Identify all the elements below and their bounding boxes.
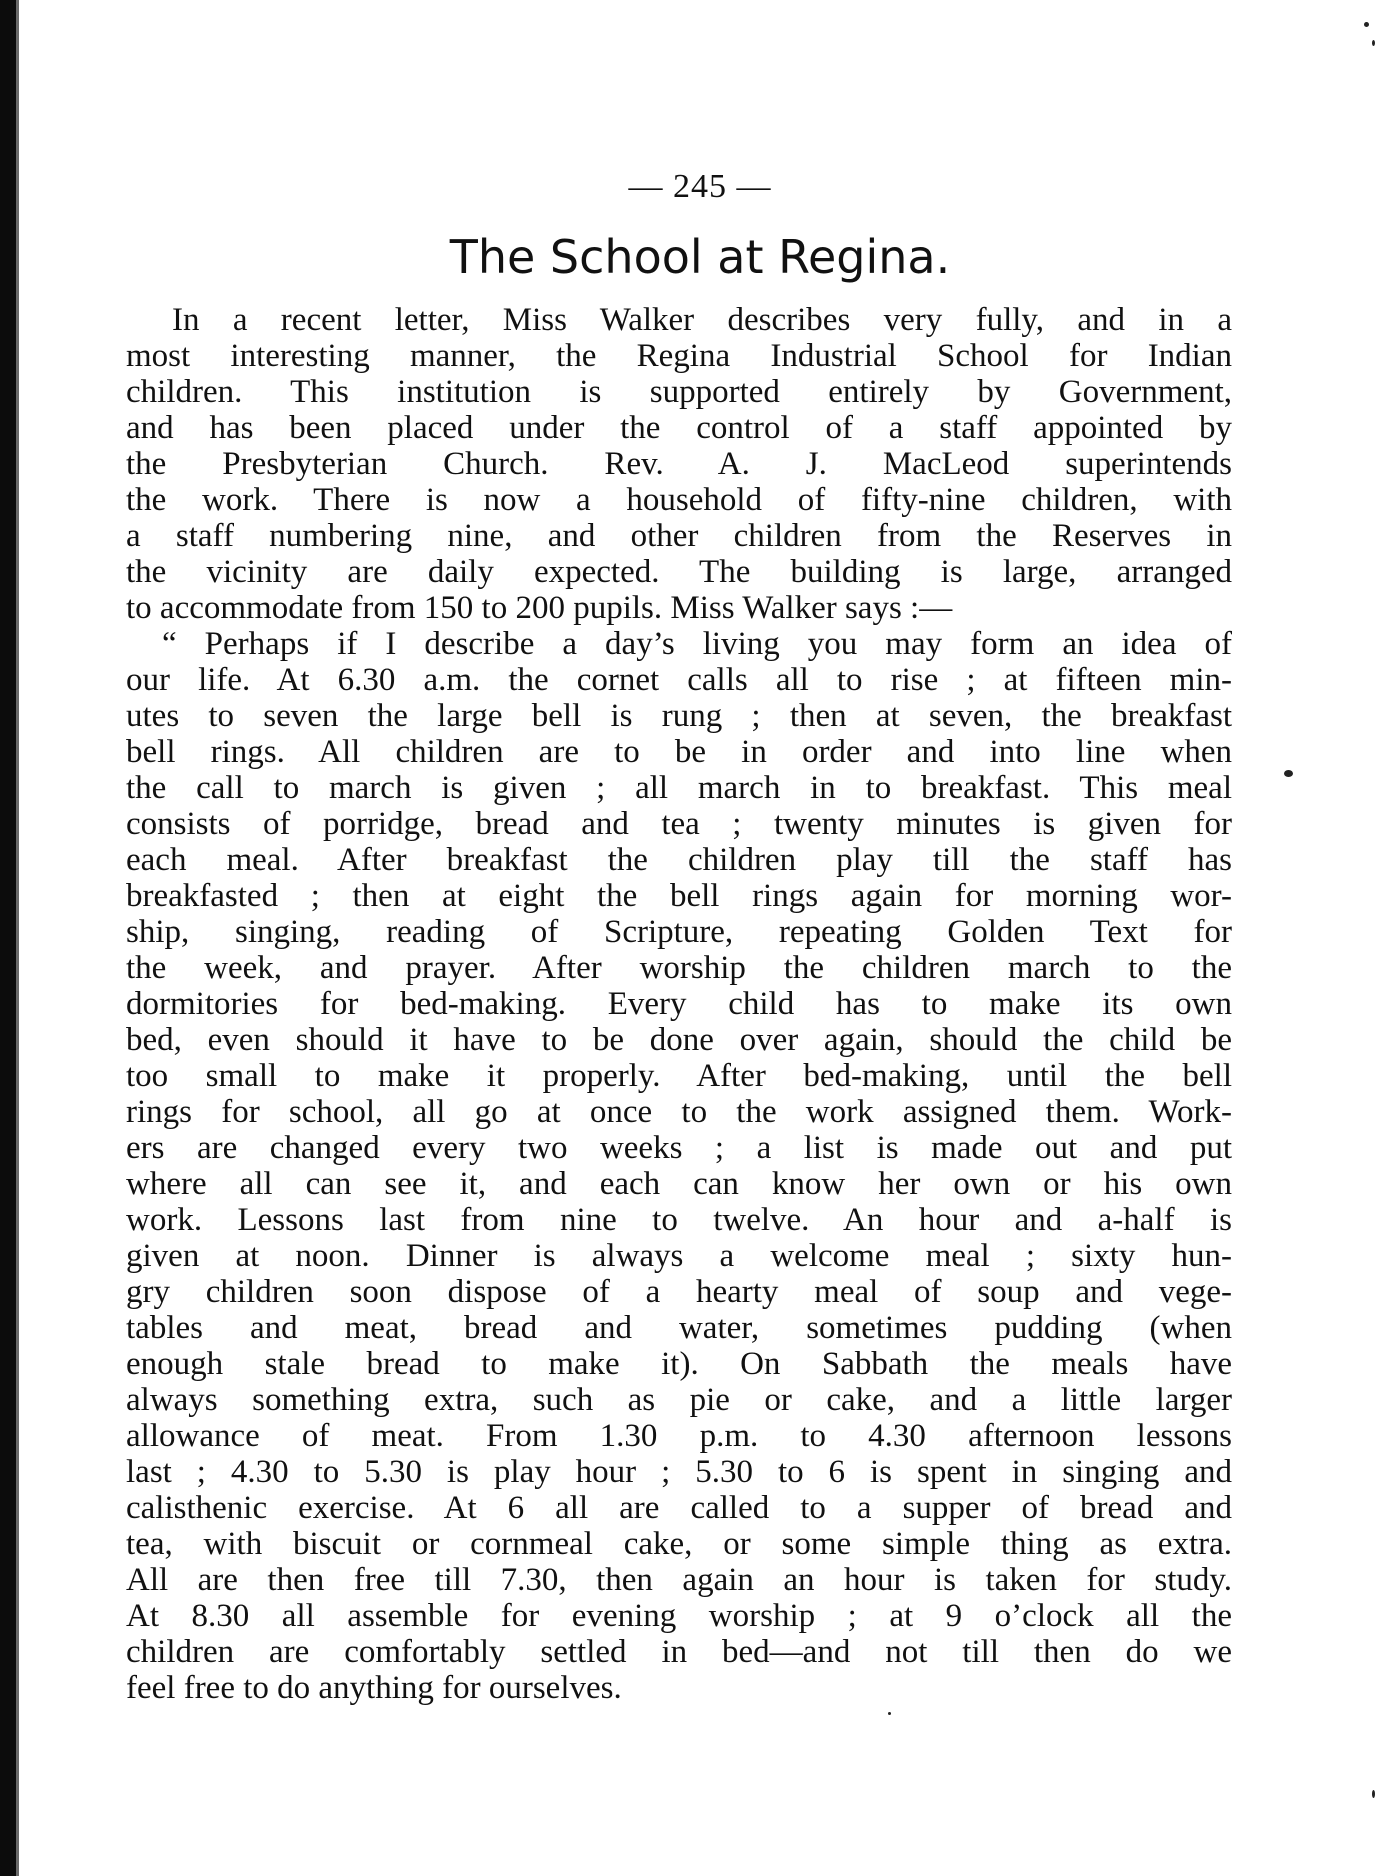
text-line: the vicinity are daily expected. The building is large, arranged: [126, 554, 1232, 590]
text-line: the week, and prayer. After worship the children march to the: [126, 950, 1232, 986]
text-line: always something extra, such as pie or cake, and a little larger: [126, 1382, 1232, 1418]
text-line: too small to make it properly. After bed-making, until the bell: [126, 1058, 1232, 1094]
text-line: allowance of meat. From 1.30 p.m. to 4.30 afternoon lessons: [126, 1418, 1232, 1454]
text-line: tea, with biscuit or cornmeal cake, or some simple thing as extra.: [126, 1526, 1232, 1562]
text-line: “ Perhaps if I describe a day’s living you may form an idea of: [162, 626, 1232, 662]
article-body: [126, 302, 1232, 1706]
text-line: calisthenic exercise. At 6 all are called to a supper of bread and: [126, 1490, 1232, 1526]
text-line: to accommodate from 150 to 200 pupils. Miss Walker says :—: [126, 590, 953, 626]
article-title: The School at Regina.: [449, 230, 951, 284]
text-line: At 8.30 all assemble for evening worship ; at 9 o’clock all the: [126, 1598, 1232, 1634]
text-line: the Presbyterian Church. Rev. A. J. MacLeod superintends: [126, 446, 1232, 482]
text-line: In a recent letter, Miss Walker describes very fully, and in a: [172, 302, 1232, 338]
text-line: ers are changed every two weeks ; a list is made out and put: [126, 1130, 1232, 1166]
text-line: most interesting manner, the Regina Industrial School for Indian: [126, 338, 1232, 374]
text-line: children. This institution is supported entirely by Government,: [126, 374, 1232, 410]
text-line: rings for school, all go at once to the work assigned them. Work-: [126, 1094, 1232, 1130]
text-line: last ; 4.30 to 5.30 is play hour ; 5.30 to 6 is spent in singing and: [126, 1454, 1232, 1490]
scan-speck: [1372, 1790, 1375, 1798]
scan-speck: [1364, 22, 1369, 27]
text-line: each meal. After breakfast the children play till the staff has: [126, 842, 1232, 878]
text-line: bed, even should it have to be done over again, should the child be: [126, 1022, 1232, 1058]
text-line: where all can see it, and each can know her own or his own: [126, 1166, 1232, 1202]
text-line: bell rings. All children are to be in order and into line when: [126, 734, 1232, 770]
text-line: tables and meat, bread and water, sometimes pudding (when: [126, 1310, 1232, 1346]
text-line: and has been placed under the control of a staff appointed by: [126, 410, 1232, 446]
text-line: a staff numbering nine, and other children from the Reserves in: [126, 518, 1232, 554]
text-line: gry children soon dispose of a hearty meal of soup and vege-: [126, 1274, 1232, 1310]
text-line: dormitories for bed-making. Every child has to make its own: [126, 986, 1232, 1022]
text-line: breakfasted ; then at eight the bell rings again for morning wor-: [126, 878, 1232, 914]
text-line: our life. At 6.30 a.m. the cornet calls all to rise ; at fifteen min-: [126, 662, 1232, 698]
text-line: consists of porridge, bread and tea ; twenty minutes is given for: [126, 806, 1232, 842]
text-line: feel free to do anything for ourselves.: [126, 1670, 622, 1706]
text-line: the call to march is given ; all march in to breakfast. This meal: [126, 770, 1232, 806]
text-line: enough stale bread to make it). On Sabbath the meals have: [126, 1346, 1232, 1382]
text-line: ship, singing, reading of Scripture, repeating Golden Text for: [126, 914, 1232, 950]
scan-speck: [1284, 770, 1293, 777]
text-line: the work. There is now a household of fifty-nine children, with: [126, 482, 1232, 518]
text-line: work. Lessons last from nine to twelve. An hour and a-half is: [126, 1202, 1232, 1238]
page-number: — 245 —: [628, 168, 772, 205]
text-line: children are comfortably settled in bed—and not till then do we: [126, 1634, 1232, 1670]
text-line: utes to seven the large bell is rung ; then at seven, the breakfast: [126, 698, 1232, 734]
scan-speck: [888, 1712, 891, 1715]
scan-speck: [1372, 40, 1375, 46]
text-line: given at noon. Dinner is always a welcome meal ; sixty hun-: [126, 1238, 1232, 1274]
text-line: All are then free till 7.30, then again an hour is taken for study.: [126, 1562, 1232, 1598]
